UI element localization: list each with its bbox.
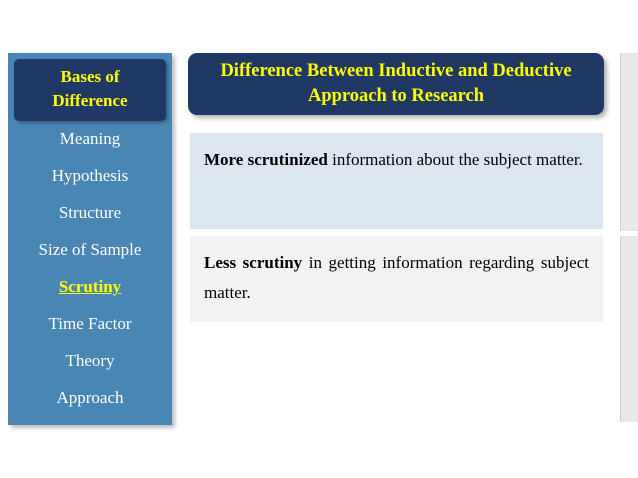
deductive-approach-card <box>190 236 603 322</box>
sidebar-item-size-of-sample[interactable]: Size of Sample <box>38 240 142 259</box>
inductive-card-lead: More scrutinized <box>204 150 328 169</box>
inductive-approach-card <box>190 133 603 229</box>
sidebar-item-meaning[interactable]: Meaning <box>59 129 121 148</box>
right-edge-strip-bottom <box>620 236 638 422</box>
sidebar-item-structure[interactable]: Structure <box>58 203 122 222</box>
slide-title: Difference Between Inductive and Deductive Approach to Research <box>188 53 604 115</box>
sidebar-item-time-factor[interactable]: Time Factor <box>48 314 132 333</box>
sidebar-header-line-1: Bases of <box>60 67 120 86</box>
right-edge-strip-top <box>620 53 638 231</box>
inductive-card-text: information about the subject matter. <box>332 150 583 169</box>
bases-of-difference-sidebar <box>8 53 172 425</box>
sidebar-header-line-2: Difference <box>52 91 128 110</box>
sidebar-item-theory[interactable]: Theory <box>65 351 115 370</box>
sidebar-item-hypothesis[interactable]: Hypothesis <box>51 166 129 185</box>
sidebar-item-approach[interactable]: Approach <box>56 388 124 407</box>
sidebar-item-scrutiny[interactable]: Scrutiny <box>58 277 122 296</box>
sidebar-header <box>14 59 166 121</box>
deductive-card-text: in getting information regarding subject matter. <box>204 253 589 302</box>
deductive-card-lead: Less scrutiny <box>204 253 303 272</box>
